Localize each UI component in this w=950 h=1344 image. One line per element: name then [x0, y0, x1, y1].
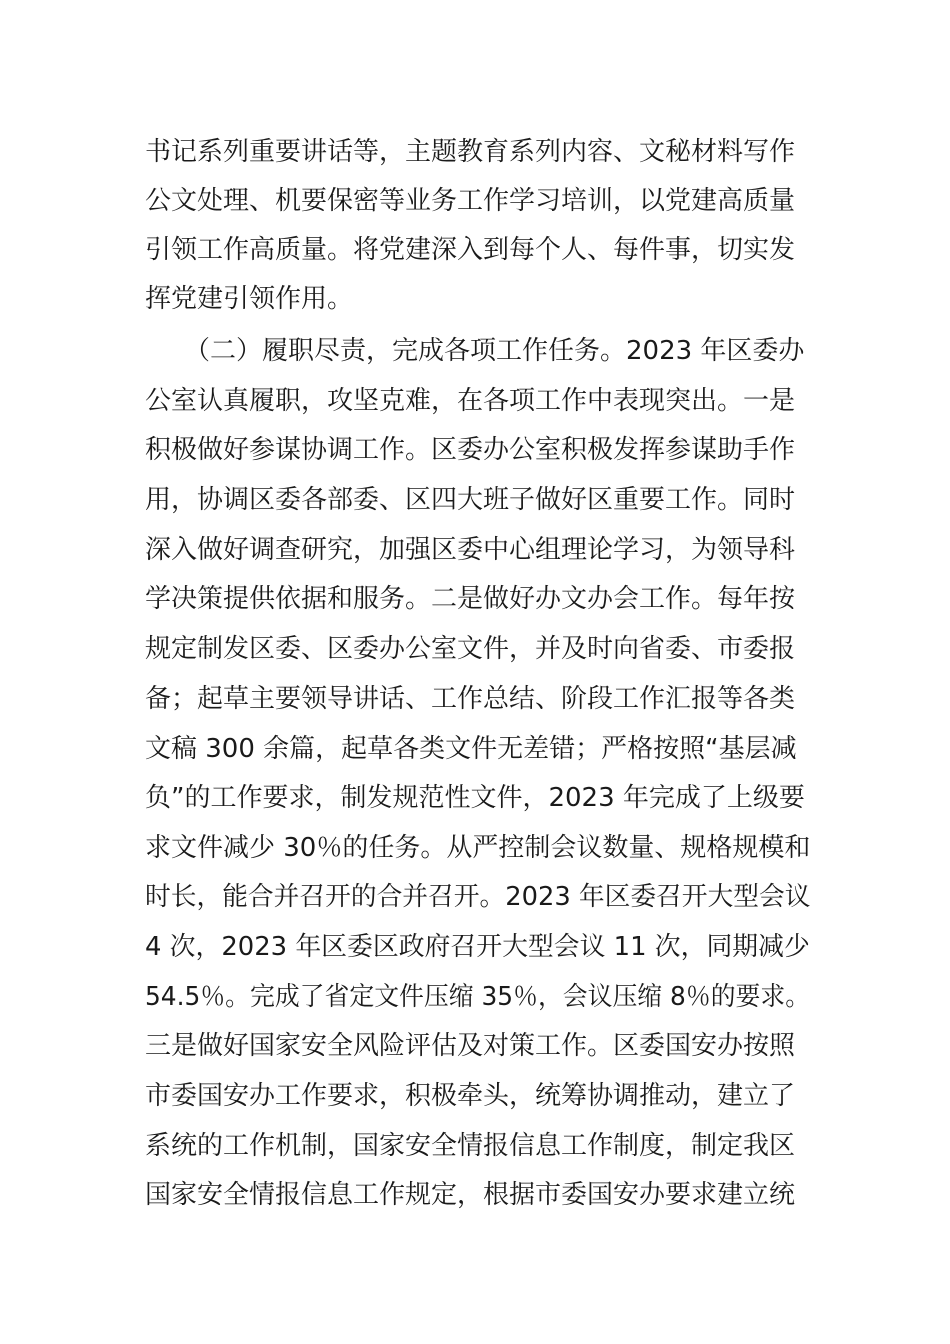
- text-line: 4 次，2023 年区委区政府召开大型会议 11 次，同期减少: [145, 932, 810, 962]
- text-line: 深入做好调查研究，加强区委中心组理论学习，为领导科: [145, 535, 796, 565]
- text-line: 公文处理、机要保密等业务工作学习培训，以党建高质量: [145, 186, 796, 216]
- text-line: 公室认真履职，攻坚克难，在各项工作中表现突出。一是: [145, 386, 796, 416]
- text-line: 备；起草主要领导讲话、工作总结、阶段工作汇报等各类: [145, 684, 796, 714]
- text-line: 引领工作高质量。将党建深入到每个人、每件事，切实发: [145, 235, 796, 265]
- text-line: 挥党建引领作用。: [145, 284, 354, 314]
- text-line: 市委国安办工作要求，积极牵头，统筹协调推动，建立了: [145, 1081, 796, 1111]
- text-line: 用，协调区委各部委、区四大班子做好区重要工作。同时: [145, 485, 796, 515]
- text-line: 时长，能合并召开的合并召开。2023 年区委召开大型会议: [145, 882, 811, 912]
- section-heading-line: （二）履职尽责，完成各项工作任务。2023 年区委办: [145, 336, 805, 366]
- text-line: 54.5％。完成了省定文件压缩 35％，会议压缩 8％的要求。: [145, 982, 811, 1012]
- text-line: 三是做好国家安全风险评估及对策工作。区委国安办按照: [145, 1031, 796, 1061]
- text-line: 学决策提供依据和服务。二是做好办文办会工作。每年按: [145, 584, 796, 614]
- text-line: 规定制发区委、区委办公室文件，并及时向省委、市委报: [145, 634, 796, 664]
- text-line: 文稿 300 余篇，起草各类文件无差错；严格按照“基层减: [145, 734, 797, 764]
- text-line: 求文件减少 30％的任务。从严控制会议数量、规格规模和: [145, 833, 811, 863]
- text-line: 系统的工作机制，国家安全情报信息工作制度，制定我区: [145, 1131, 796, 1161]
- text-line: 书记系列重要讲话等，主题教育系列内容、文秘材料写作: [145, 137, 796, 167]
- text-line: 国家安全情报信息工作规定，根据市委国安办要求建立统: [145, 1180, 796, 1210]
- text-line: 负”的工作要求，制发规范性文件，2023 年完成了上级要: [145, 783, 805, 813]
- text-line: 积极做好参谋协调工作。区委办公室积极发挥参谋助手作: [145, 435, 796, 465]
